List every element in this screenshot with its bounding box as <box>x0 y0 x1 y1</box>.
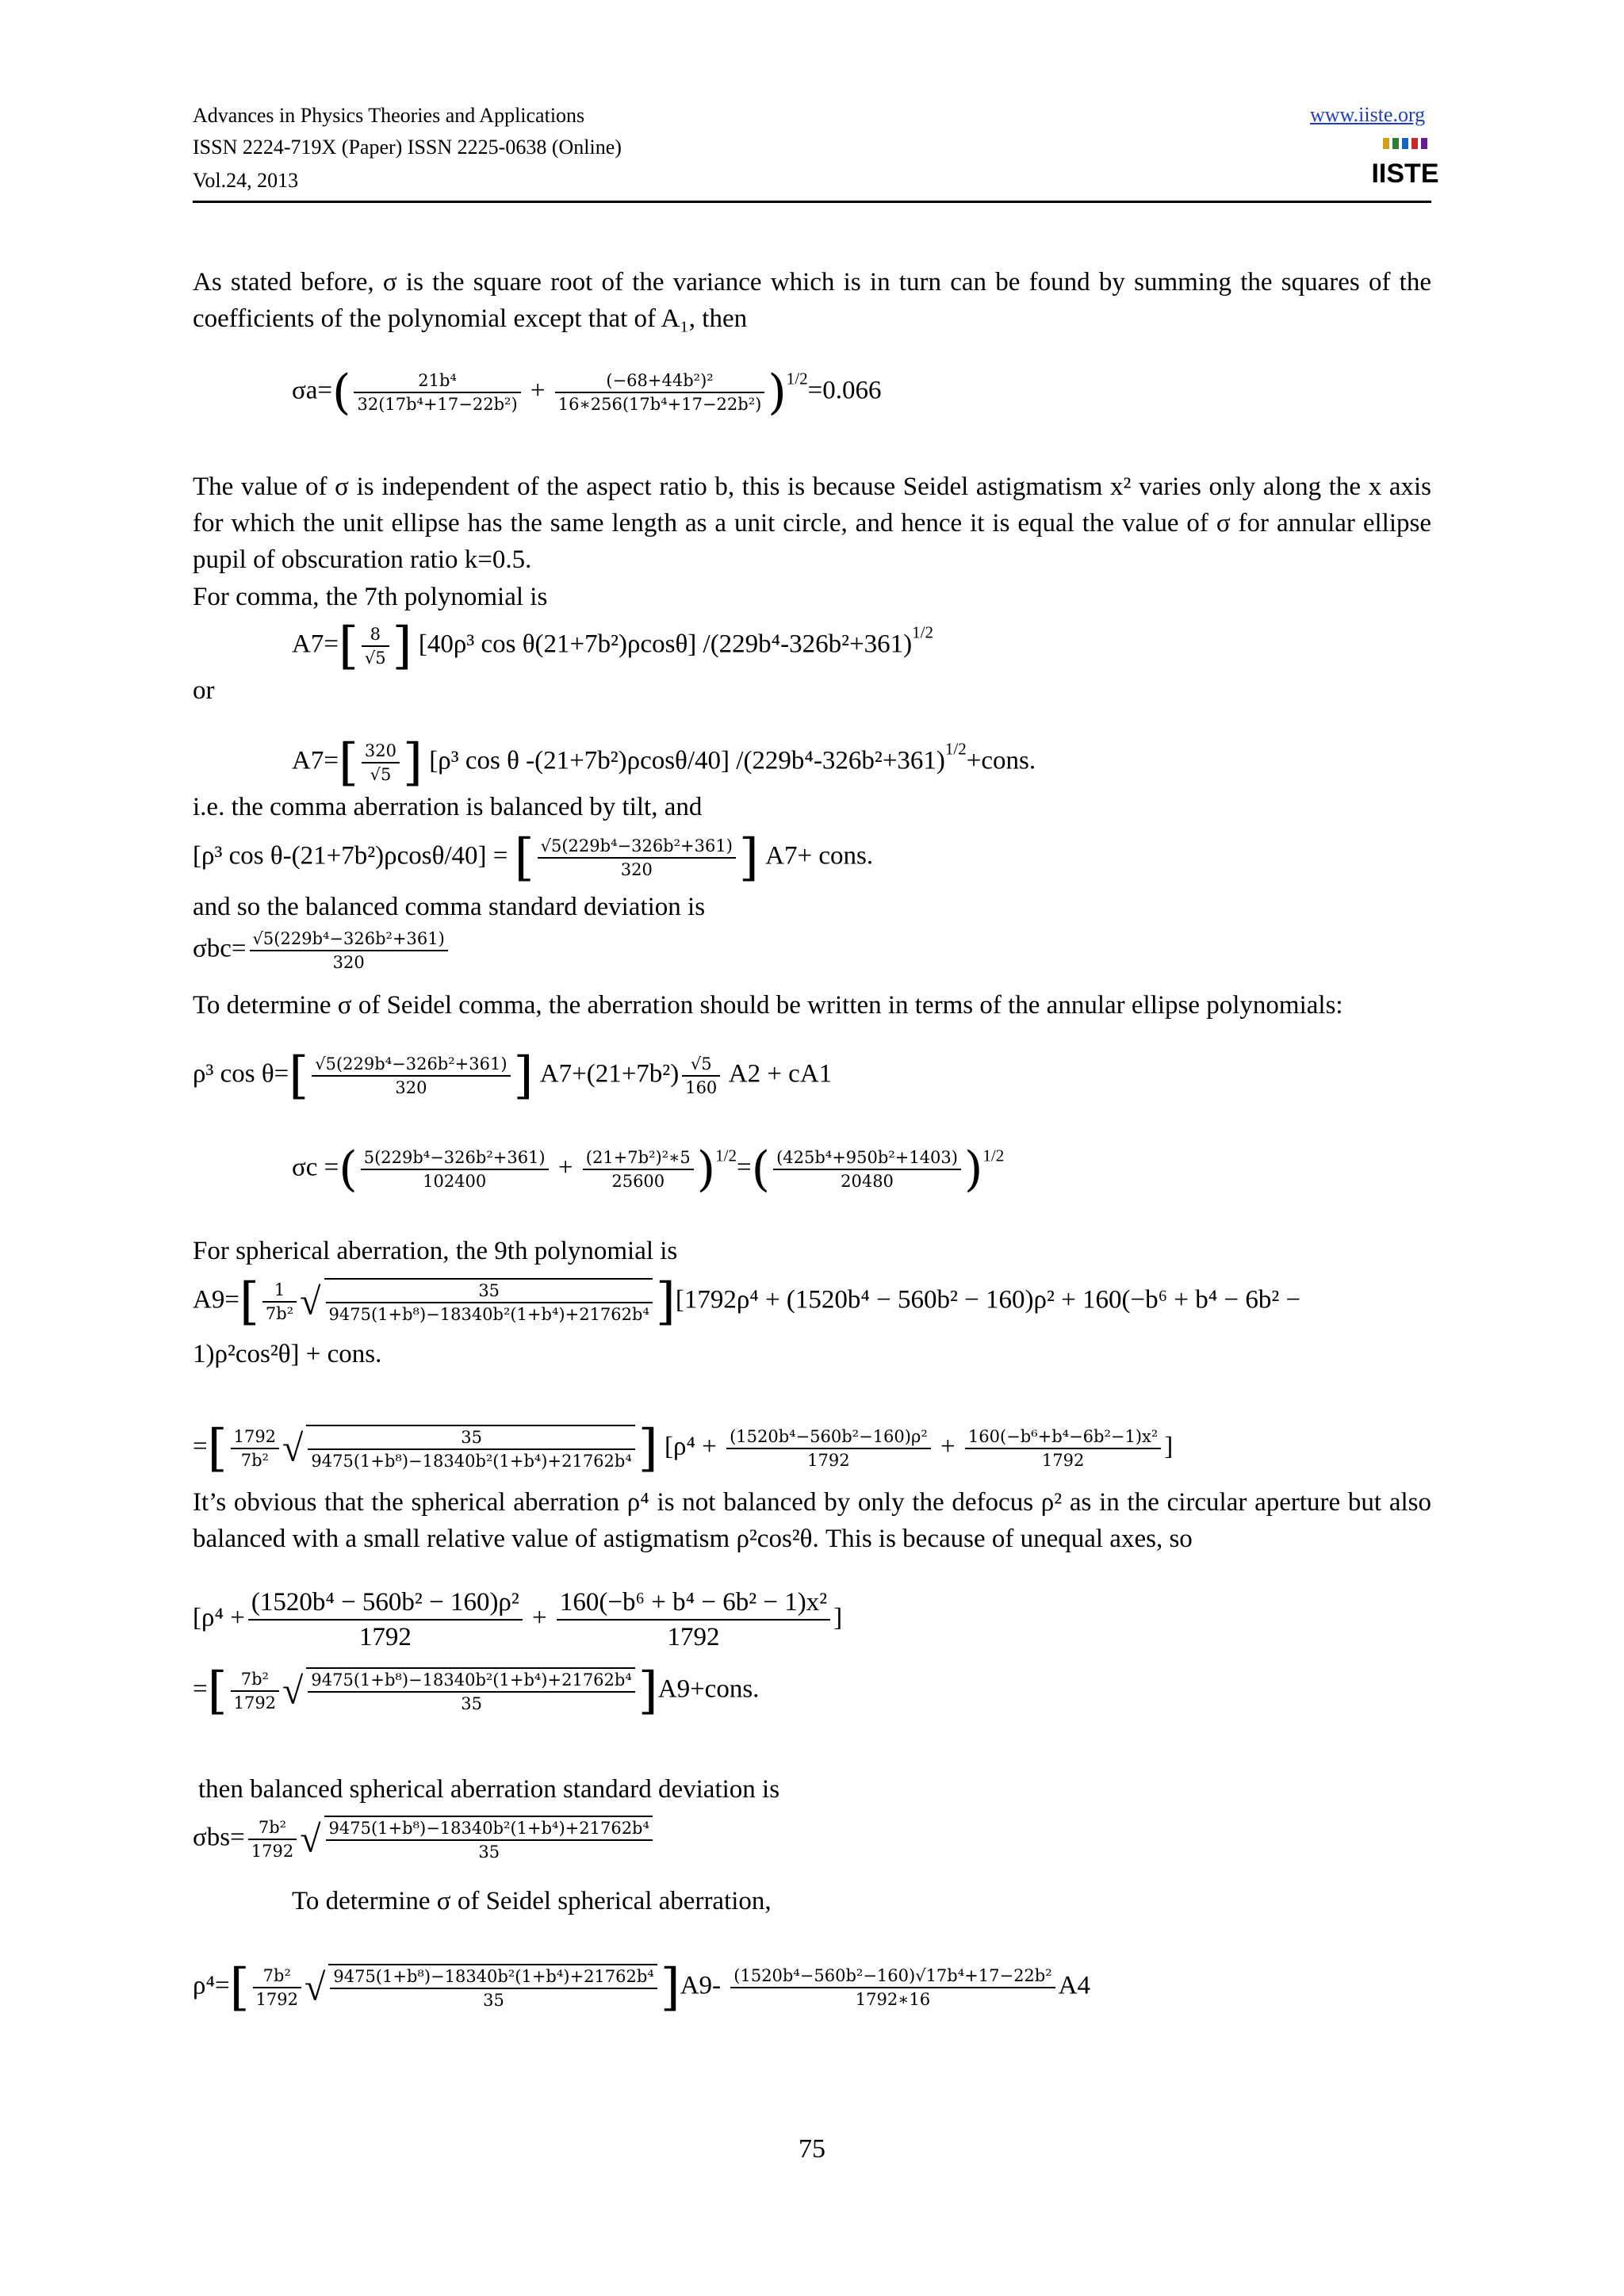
eq-lhs: ρ³ cos θ= <box>193 1059 289 1089</box>
eq-lhs: σbc= <box>193 934 247 963</box>
iiste-logo <box>1371 136 1439 189</box>
frac-num: 35 <box>308 1426 634 1450</box>
frac-num: 9475(1+b⁸)−18340b²(1+b⁴)+21762b⁴ <box>326 1817 653 1841</box>
eq-lhs: = <box>193 1432 208 1461</box>
frac-den: 320 <box>395 1078 427 1097</box>
frac-den: 102400 <box>423 1172 487 1191</box>
equation-sigma-a: σa=( $\frac{\text{21b⁴}}{\text{32(17b⁴+17−22b²)}}$ + $\frac{\text{(−68+44b²)²}}{\text{16∗256(17b⁴+17−22b²)}}$ )$^{1/2}$=0.066 <box>292 365 882 420</box>
paragraph-comma-intro: For comma, the 7th polynomial is <box>193 583 548 611</box>
eq-body: [40ρ³ cos θ(21+7b²)ρcosθ] /(229b⁴-326b²+361) <box>418 629 913 659</box>
equation-big <box>193 1586 842 1654</box>
equation-rho3: ρ³ cos θ=[ $\frac{\text{√5(229b⁴−326b²+361)}}{320}$ ] A7+(21+7b²) $\frac{√5}{160}$ A2 + cA1 <box>193 1047 833 1105</box>
power: 1/2 <box>715 1146 737 1165</box>
frac-num: (425b⁴+950b²+1403) <box>773 1146 961 1170</box>
eq-lhs: σbs= <box>193 1823 245 1852</box>
frac-den: 7b² <box>265 1304 294 1323</box>
paragraph-seidel-comma: To determine σ of Seidel comma, the aberration should be written in terms of the annular ellipse polynomials: <box>193 991 1343 1020</box>
eq-tail: A7+ cons. <box>765 841 874 871</box>
equation-rho4: ρ⁴=[ $\frac{\text{7b²}}{1792}$ √ $\frac{\text{9475(1+b⁸)−18340b²(1+b⁴)+21762b⁴}}{35}$ ]A9- $\frac{\text{(1520b⁴−560b²−160)√17b⁴+17−22b²}}{1792∗16}$ A4 <box>193 1958 1090 2017</box>
frac-den: 1792 <box>667 1623 720 1651</box>
eq-mid: A7+(21+7b²) <box>539 1059 680 1089</box>
frac-den: 1792∗16 <box>855 1990 931 2009</box>
frac-num: 160(−b⁶+b⁴−6b²−1)x² <box>965 1425 1161 1449</box>
equation-sigma-bc <box>193 928 451 974</box>
frac-den: 32(17b⁴+17−22b²) <box>357 395 518 414</box>
frac-den: 1792 <box>251 1842 294 1861</box>
paragraph-balanced-tilt: i.e. the comma aberration is balanced by tilt, and <box>193 793 703 821</box>
equation-a9-first: A9=[ $\frac{1}{\text{7b²}}$ √ $\frac{35}{\text{9475(1+b⁸)−18340b²(1+b⁴)+21762b⁴}}$ ][1792ρ⁴ + (1520b⁴ − 560b² − 160)ρ² + 160(−b⁶ + b⁴ − 6b² − <box>193 1272 1301 1331</box>
issn-line: ISSN 2224-719X (Paper) ISSN 2225-0638 (Online) <box>193 136 622 159</box>
power: 1/2 <box>944 739 967 759</box>
eq-plus: + <box>940 1432 956 1461</box>
frac-den: √5 <box>370 765 392 784</box>
equation-a7-second: A7=[ $\frac{320}{√5}$ ] [ρ³ cos θ -(21+7b²)ρcosθ/40] $/(229b^4-326b^2+361)^{1/2}+cons$. <box>292 733 1036 792</box>
equation-sigma-bs: σbs= $\frac{\text{7b²}}{1792}$ √ $\frac{\text{9475(1+b⁸)−18340b²(1+b⁴)+21762b⁴}}{35}$ <box>193 1816 656 1863</box>
eq-tail: A2 + cA1 <box>728 1059 833 1089</box>
frac-den: 9475(1+b⁸)−18340b²(1+b⁴)+21762b⁴ <box>311 1452 632 1471</box>
iiste-logo-icon <box>1371 136 1439 189</box>
frac-num: 9475(1+b⁸)−18340b²(1+b⁴)+21762b⁴ <box>308 1669 634 1693</box>
equation-a9-second: =[ $\frac{1792}{\text{7b²}}$ √ $\frac{35}{\text{9475(1+b⁸)−18340b²(1+b⁴)+21762b⁴}}$ ] [ρ⁴ + $\frac{\text{(1520b⁴−560b²−160)ρ²}}{1792}$ + $\frac{\text{160(−b⁶+b⁴−6b²−1)x²}}{1792}$ ] <box>193 1419 1174 1478</box>
frac-den: 1792 <box>255 1990 299 2009</box>
frac-num: 9475(1+b⁸)−18340b²(1+b⁴)+21762b⁴ <box>330 1965 657 1989</box>
paragraph-variance: As stated before, σ is the square root of the variance which is in turn can be found by summing the squares of the coefficients of the polynomial except that of A₁, then <box>193 268 1431 333</box>
frac-den: 1792 <box>358 1623 412 1651</box>
paragraph-comma-sd: and so the balanced comma standard deviation is <box>193 893 706 921</box>
equation-sigma-c: σc =( $\frac{\text{5(229b⁴−326b²+361)}}{102400}$ + $\frac{\text{(21+7b²)²∗5}}{25600}$ )$^{1/2}$=( $\frac{\text{(425b⁴+950b²+1403)}}{20480}$ )$^{1/2}$ <box>292 1142 1005 1197</box>
eq-plus: + <box>532 1603 547 1632</box>
paragraph-unequal-axes: It’s obvious that the spherical aberration ρ⁴ is not balanced by only the defocus ρ² as in the circular aperture but also balanced with a small relative value of astigmatism ρ²cos²θ. This is because of unequal axes, so <box>193 1488 1431 1553</box>
paragraph-aspect-ratio: The value of σ is independent of the aspect ratio b, this is because Seidel astigmatism x² varies only along the x axis for which the unit ellipse has the same length as a unit circle, and hence it is equal the value of σ for annular ellipse pupil of obscuration ratio k=0.5. <box>193 473 1431 574</box>
frac-num: 7b² <box>248 1816 297 1840</box>
power: 1/2 <box>912 622 934 642</box>
journal-title: Advances in Physics Theories and Applications <box>193 104 585 127</box>
frac-num: 35 <box>326 1280 653 1303</box>
paragraph-seidel-spherical: To determine σ of Seidel spherical aberration, <box>292 1887 772 1915</box>
frac-den: 320 <box>620 860 653 879</box>
eq-open: [ρ⁴ + <box>193 1603 245 1632</box>
frac-num: 7b² <box>231 1668 279 1692</box>
frac-num: 5(229b⁴−326b²+361) <box>361 1146 549 1170</box>
frac-num: 1792 <box>231 1425 279 1449</box>
frac-den: 35 <box>483 1991 504 2010</box>
eq-body: [1792ρ⁴ + (1520b⁴ − 560b² − 160)ρ² + 160(−b⁶ + b⁴ − 6b² − <box>675 1285 1301 1314</box>
equation-tilt: [ρ³ cos θ-(21+7b²)ρcosθ/40] = [ $\frac{\text{√5(229b⁴−326b²+361)}}{320}$ ] A7+ cons. <box>193 828 874 887</box>
eq-tail: +cons. <box>966 746 1036 775</box>
frac-num: (1520b⁴ − 560b² − 160)ρ² <box>248 1586 523 1621</box>
eq-equals: = <box>737 1153 752 1182</box>
frac-den: 7b² <box>240 1451 269 1470</box>
eq-close: ] <box>833 1603 843 1632</box>
frac-num: √5(229b⁴−326b²+361) <box>250 928 448 951</box>
eq-lhs: σc = <box>292 1153 339 1182</box>
volume-line: Vol.24, 2013 <box>193 169 299 192</box>
eq-close: ] <box>1164 1432 1174 1461</box>
eq-lhs: A9= <box>193 1285 239 1314</box>
website-link[interactable]: www.iiste.org <box>1310 103 1426 126</box>
eq-body: [ρ³ cos θ -(21+7b²)ρcosθ/40] /(229b⁴-326b²+361) <box>429 746 945 775</box>
frac-den: 20480 <box>841 1172 894 1191</box>
eq-mid: A9- <box>680 1971 722 2000</box>
frac-den: 9475(1+b⁸)−18340b²(1+b⁴)+21762b⁴ <box>328 1305 649 1324</box>
frac-num: (1520b⁴−560b²−160)√17b⁴+17−22b² <box>730 1965 1055 1988</box>
frac-num: √5 <box>682 1053 720 1077</box>
frac-num: 160(−b⁶ + b⁴ − 6b² − 1)x² <box>557 1586 830 1621</box>
eq-tail: A9+cons. <box>657 1674 760 1704</box>
frac-den: 1792 <box>1041 1451 1085 1470</box>
eq-body: [ρ⁴ + <box>664 1432 717 1461</box>
eq-lhs: A7= <box>292 746 339 775</box>
frac-den: 35 <box>461 1694 482 1713</box>
frac-den: 1792 <box>807 1451 850 1470</box>
page-number: 75 <box>799 2134 825 2164</box>
equation-big-rhs: =[ $\frac{\text{7b²}}{1792}$ √ $\frac{\text{9475(1+b⁸)−18340b²(1+b⁴)+21762b⁴}}{35}$ ]A9+cons. <box>193 1662 760 1720</box>
frac-num: 8 <box>362 623 389 647</box>
text-or: or <box>193 676 215 705</box>
eq-result: =0.066 <box>807 376 882 405</box>
eq-lhs: ρ⁴= <box>193 1971 230 2000</box>
frac-den: 35 <box>478 1843 500 1862</box>
frac-num: (1520b⁴−560b²−160)ρ² <box>726 1425 931 1449</box>
eq-tail: A4 <box>1058 1971 1090 2000</box>
eq-lhs: A7= <box>292 629 339 659</box>
eq-lhs: = <box>193 1674 208 1704</box>
frac-num: 1 <box>262 1279 297 1303</box>
frac-num: (−68+44b²)² <box>555 369 765 393</box>
equation-a7-first: A7=[ $\frac{8}{√5}$ ] [40ρ³ cos θ(21+7b²)ρcosθ] $/(229b^4-326b^2+361)^{1/2}$ <box>292 617 934 675</box>
frac-den: 25600 <box>611 1172 665 1191</box>
frac-num: (21+7b²)²∗5 <box>583 1146 694 1170</box>
frac-num: 21b⁴ <box>354 369 520 393</box>
eq-lhs: [ρ³ cos θ-(21+7b²)ρcosθ/40] = <box>193 841 508 871</box>
power: 1/2 <box>786 369 808 388</box>
frac-den: 16∗256(17b⁴+17−22b²) <box>557 395 762 414</box>
frac-den: 160 <box>685 1078 718 1097</box>
header-rule <box>193 201 1431 203</box>
frac-num: √5(229b⁴−326b²+361) <box>538 835 736 859</box>
frac-den: 1792 <box>233 1693 277 1712</box>
paragraph-spherical-intro: For spherical aberration, the 9th polynomial is <box>193 1237 678 1265</box>
frac-den: 320 <box>332 953 365 972</box>
equation-a9-first-continued: 1)ρ²cos²θ] + cons. <box>193 1340 382 1368</box>
eq-lhs: σa= <box>292 376 333 405</box>
frac-num: 7b² <box>253 1965 301 1988</box>
frac-num: √5(229b⁴−326b²+361) <box>312 1053 510 1077</box>
frac-num: 320 <box>362 740 400 763</box>
paragraph-spherical-sd: then balanced spherical aberration standard deviation is <box>198 1775 780 1804</box>
frac-den: √5 <box>364 649 386 668</box>
svg-text:IISTE: IISTE <box>1371 159 1439 189</box>
power: 1/2 <box>982 1146 1005 1165</box>
